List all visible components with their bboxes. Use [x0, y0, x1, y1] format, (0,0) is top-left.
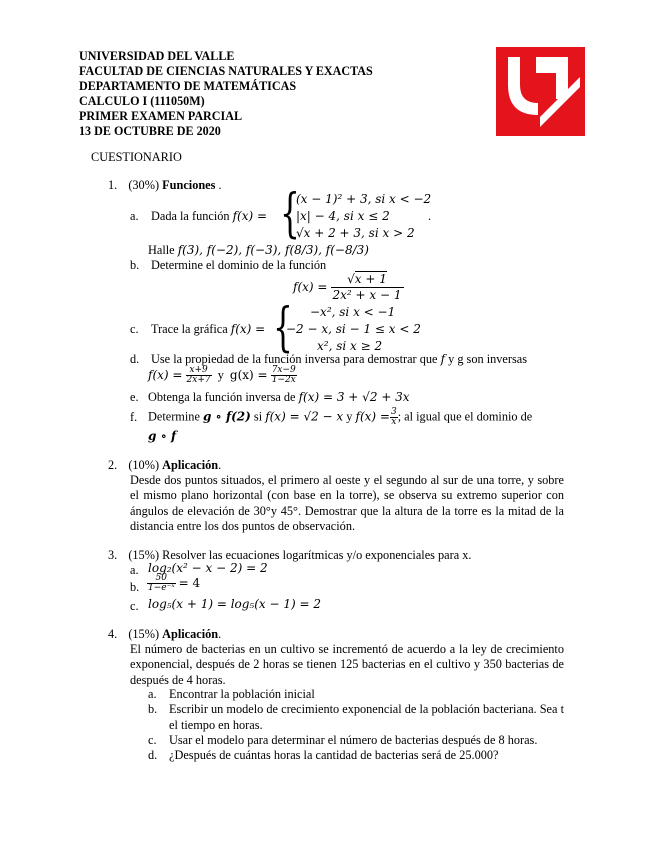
- question-1-heading: [108, 178, 222, 194]
- left-brace: {: [280, 184, 300, 244]
- list-item: [148, 733, 564, 748]
- question-weight: (15%): [128, 548, 160, 562]
- halle-label: Halle: [148, 243, 175, 257]
- question-2-heading: [108, 458, 221, 474]
- q1d-g-numerator: 7x−9: [271, 365, 296, 375]
- list-item: [148, 702, 564, 733]
- q1b-radicand: x + 1: [354, 272, 387, 286]
- item-text: Escribir un modelo de crecimiento exponencial de la población bacteriana. Sea t el tiempo en horas.: [169, 702, 564, 732]
- q1f-denominator: x: [391, 417, 397, 427]
- q1c-case-3: x², si x ≥ 2: [317, 339, 383, 353]
- list-item: [148, 687, 564, 702]
- title-period: .: [218, 178, 222, 192]
- q1a-case-1: (x − 1)² + 3, si x < −2: [296, 192, 432, 206]
- q3a-equation: log₂(x² − x − 2) = 2: [148, 561, 268, 575]
- q1f-letter: f.: [130, 410, 138, 424]
- q1a-halle: [148, 243, 369, 259]
- q1b-text: Determine el dominio de la función: [151, 258, 327, 272]
- item-letter: b.: [148, 702, 158, 717]
- q1c-case-2: −2 − x, si − 1 ≤ x < 2: [286, 322, 421, 336]
- q1a-prompt: Dada la función: [151, 209, 230, 223]
- q1e-prompt: Obtenga la función inversa de: [148, 390, 296, 404]
- q1f-fx: f(x) = √2 − x: [265, 409, 344, 424]
- q1c-prompt: Trace la gráfica: [151, 322, 228, 336]
- q1d-gx: g(x) =: [229, 367, 268, 382]
- university-name: UNIVERSIDAD DEL VALLE: [79, 49, 235, 63]
- q1d-prompt: Use la propiedad de la función inversa para demostrar que: [151, 352, 438, 366]
- q1f-prompt-end: ; al igual que el dominio de: [397, 409, 533, 424]
- question-number: 4.: [108, 627, 118, 641]
- exam-header: [79, 49, 373, 139]
- q3b-denominator: 1−e⁻ˣ: [148, 583, 175, 593]
- q3b-letter: b.: [130, 580, 140, 594]
- q1e-fx: f(x) = 3 + √2 + 3x: [298, 390, 410, 404]
- question-weight: (15%): [128, 627, 160, 641]
- q1a-letter: a.: [130, 209, 139, 223]
- item-letter: a.: [148, 687, 157, 701]
- q1b-fx: f(x) =: [293, 279, 328, 294]
- q1f-y: y: [346, 409, 353, 424]
- q1c-fx: f(x) =: [230, 322, 266, 336]
- q1d-fx: f(x) =: [148, 367, 183, 382]
- question-title: Aplicación: [162, 458, 219, 472]
- q1d-functions: [148, 366, 297, 385]
- q1d-y: y: [217, 367, 224, 382]
- item-letter: c.: [148, 732, 157, 747]
- q1f-composition: g ∘ f(2): [202, 409, 251, 424]
- section-title: CUESTIONARIO: [91, 150, 182, 164]
- faculty-name: FACULTAD DE CIENCIAS NATURALES Y EXACTAS: [79, 64, 373, 78]
- q1c-letter: c.: [130, 322, 139, 336]
- q1f-prompt: Determine: [148, 409, 200, 424]
- q1e-text: [148, 390, 410, 406]
- item-text: ¿Después de cuántas horas la cantidad de bacterias será de 25.000?: [169, 748, 499, 763]
- q1b-fraction: [331, 272, 404, 303]
- exam-date: 13 DE OCTUBRE DE 2020: [79, 124, 221, 138]
- exam-name: PRIMER EXAMEN PARCIAL: [79, 109, 243, 123]
- question-title: Funciones: [162, 178, 216, 192]
- q3b-equation: [147, 574, 200, 593]
- q1b-numerator: √x + 1: [331, 272, 404, 288]
- question-2-body: Desde dos puntos situados, el primero al oeste y el segundo al sur de una torre, y sobre el mismo plano horizontal (con base en la torre), se observa su extremo superior con ángulos de elevación de 30°y 45°. Demostrar que la altura de la torre es la mitad de la distancia entre los dos puntos de observación.: [130, 473, 564, 533]
- q3b-rhs: = 4: [178, 575, 201, 590]
- q1d-g-fraction: [271, 366, 297, 385]
- q1d-f: f: [440, 352, 446, 366]
- q1a-case-2: |x| − 4, si x ≤ 2: [296, 209, 390, 223]
- halle-values: f(3), f(−2), f(−3), f(8/3), f(−8/3): [177, 243, 369, 257]
- q1a-fx: f(x) =: [232, 209, 268, 223]
- question-text: Resolver las ecuaciones logarítmicas y/o exponenciales para x.: [162, 548, 472, 562]
- question-number: 3.: [108, 548, 118, 562]
- item-letter: d.: [148, 748, 158, 763]
- question-number: 1.: [108, 178, 118, 192]
- q1a-period: .: [428, 209, 432, 223]
- item-text: Encontrar la población inicial: [169, 687, 315, 701]
- question-4-body: El número de bacterias en un cultivo se incrementó de acuerdo a la ley de crecimiento exponencial, después de 2 horas se tienen 125 bacterias en el cultivo y 350 bacterias de después de 4 horas.: [130, 642, 564, 687]
- q1f-numerator: 3: [390, 407, 397, 417]
- q1d-g-denominator: 1−2x: [271, 375, 296, 385]
- q1a-case-3: √x + 2 + 3, si x > 2: [296, 226, 415, 240]
- q1b-denominator: 2x² + x − 1: [332, 288, 402, 302]
- q3a-letter: a.: [130, 563, 139, 577]
- question-4-heading: [108, 627, 221, 643]
- q1c-text: [151, 322, 265, 338]
- q1f-fraction: [390, 408, 398, 427]
- department-name: DEPARTAMENTO DE MATEMÁTICAS: [79, 79, 297, 93]
- university-logo: [496, 47, 585, 136]
- title-period: .: [218, 627, 222, 641]
- q1f-gof-label: g ∘ f: [148, 429, 177, 443]
- q1d-prompt-end: y g son inversas: [448, 352, 527, 366]
- q1c-case-1: −x², si x < −1: [310, 305, 396, 319]
- q1f-gof: [148, 429, 176, 445]
- q1d-f-fraction: [186, 366, 212, 385]
- title-period: .: [218, 458, 222, 472]
- question-weight: (10%): [128, 458, 160, 472]
- q1d-letter: d.: [130, 352, 140, 366]
- question-4-items: [148, 687, 564, 763]
- q1f-text: [148, 408, 532, 427]
- q1a-text: [151, 209, 267, 225]
- q1e-letter: e.: [130, 390, 139, 404]
- q1b-function: [293, 272, 404, 303]
- question-weight: (30%): [128, 178, 160, 192]
- q1d-f-numerator: x+9: [186, 366, 212, 376]
- q3b-numerator: 50: [147, 574, 176, 584]
- q3b-fraction: [147, 574, 176, 593]
- item-text: Usar el modelo para determinar el número de bacterias después de 8 horas.: [169, 732, 538, 747]
- q3c-equation: log₅(x + 1) = log₅(x − 1) = 2: [148, 597, 322, 611]
- question-title: Aplicación: [162, 627, 219, 641]
- left-brace: {: [273, 298, 293, 358]
- course-name: CALCULO I (111050M): [79, 94, 205, 108]
- q1b-letter: b.: [130, 258, 140, 272]
- q1f-si: si: [253, 409, 263, 424]
- q1d-f-denominator: 2x+7: [186, 375, 211, 385]
- question-number: 2.: [108, 458, 118, 472]
- q3c-letter: c.: [130, 599, 139, 613]
- list-item: [148, 748, 564, 763]
- q1f-fx2: f(x) =: [355, 409, 390, 424]
